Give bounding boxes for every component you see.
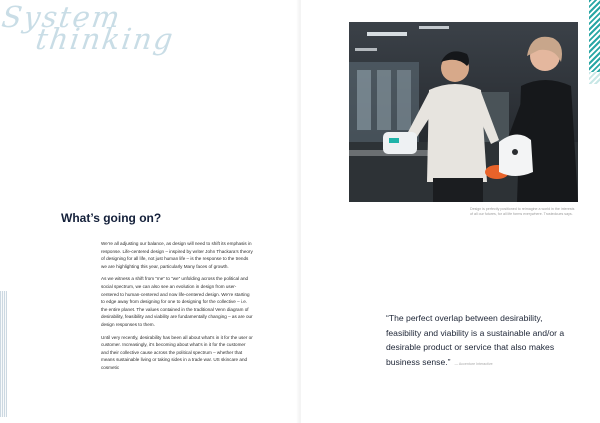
pull-quote-attribution: — Accenture Interactive: [454, 361, 493, 366]
pull-quote: [386, 311, 576, 371]
script-title-line-2: thinking: [33, 22, 177, 56]
script-title-line-1: System: [0, 0, 124, 34]
body-text: [101, 240, 253, 377]
page-edge-decoration: [0, 291, 7, 417]
left-page: [0, 0, 299, 423]
section-tab-stripes-light: [589, 72, 600, 84]
body-paragraph-3: Until very recently, desirability has been all about what’s in it for the user or customer. Increasingly, it’s becoming about what’s in it for the customer and their collective cause across the political spectrum – whether that means sustainable living or taking sides in a trade war. US skincare and cosmetic: [101, 334, 253, 370]
body-paragraph-1: We’re all adjusting our balance, as design will need to shift its emphasis in response. Life-centered design – inspired by writer John Thackara’s theory of designing for all life, not just human life – is the response to the trends we are highlighting this year, particularly Many faces of growth.: [101, 241, 253, 269]
section-tab-stripes: [589, 0, 600, 72]
photo-caption: Design is perfectly positioned to reimagine a world in the interests of all our futures, for all life forms everywhere. Trustedcues says.: [470, 207, 575, 216]
body-paragraph-2: As we witness a shift from “me” to “we” unfolding across the political and social spectrum, we can also see an evolution in design from user-centered to human-centered and now life-centered design. We’re starting to edge away from designing for one to designing for the collective – i.e. the entire planet. The values contained in the traditional Venn diagram of desirability, feasibility and viability are fundamentally changing – as are our design responses to them.: [101, 276, 253, 327]
section-heading: What’s going on?: [61, 211, 162, 225]
team-photo: [349, 22, 578, 202]
photo-illustration: [349, 22, 578, 202]
script-section-title: [2, 0, 212, 56]
pull-quote-text: “The perfect overlap between desirability, feasibility and viability is a sustainable and/or a desirable product or service that also makes business sense.”: [386, 313, 565, 367]
